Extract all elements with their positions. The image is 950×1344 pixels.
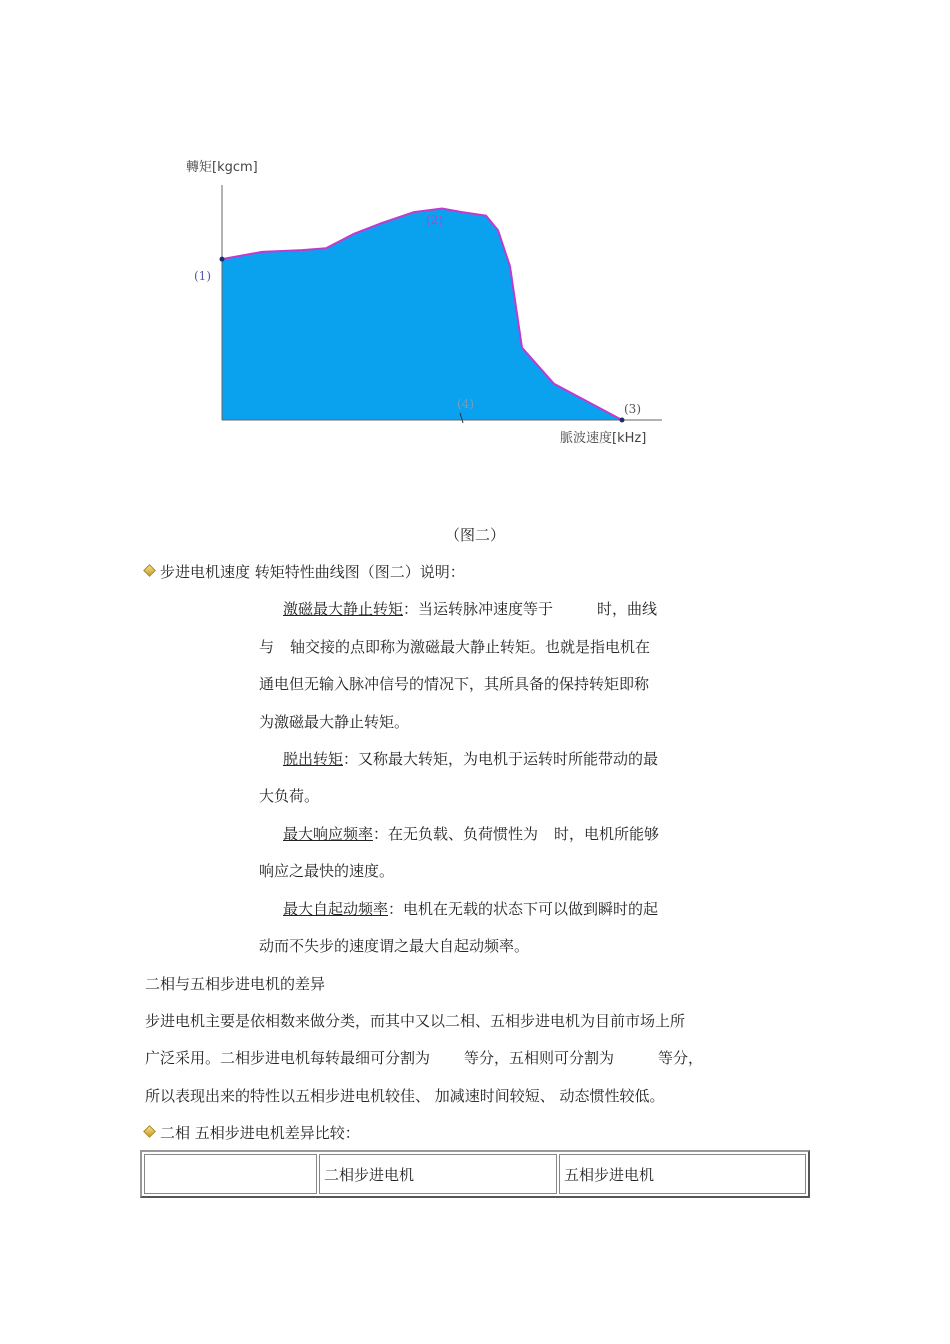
item2-line1: 脱出转矩：又称最大转矩，为电机于运转时所能带动的最 xyxy=(259,748,658,769)
table-header-row xyxy=(144,1154,806,1194)
table-header-cell: 二相步进电机 xyxy=(319,1154,557,1194)
item4-term: 最大自起动频率 xyxy=(283,900,389,918)
table-header-cell xyxy=(144,1154,317,1194)
point-1-marker xyxy=(220,257,225,262)
annotation-4: (4) xyxy=(457,397,474,411)
annotation-2: (2) xyxy=(426,213,443,227)
item2-line2: 大负荷。 xyxy=(259,787,320,805)
item1-line4: 为激磁最大静止转矩。 xyxy=(259,713,410,731)
item3-term: 最大响应频率 xyxy=(283,825,374,843)
item2-term: 脱出转矩 xyxy=(283,750,344,768)
item3-line1: 最大响应频率：在无负载、负荷惯性为 时，电机所能够 xyxy=(259,823,659,844)
torque-speed-chart xyxy=(170,145,690,455)
point-3-marker xyxy=(620,418,625,423)
item4-line1: 最大自起动频率：电机在无载的状态下可以做到瞬时的起 xyxy=(259,898,658,919)
bullet-diamond-icon xyxy=(143,564,156,577)
section3-heading: 二相 五相步进电机差异比较： xyxy=(145,1122,360,1143)
annotation-3: (3) xyxy=(624,402,641,416)
item1-line3: 通电但无输入脉冲信号的情况下，其所具备的保持转矩即称 xyxy=(259,675,650,693)
x-axis-label: 脈波速度[kHz] xyxy=(560,431,647,446)
bullet-diamond-icon xyxy=(143,1125,156,1138)
y-axis-label: 轉矩[kgcm] xyxy=(186,160,258,175)
table-header-cell: 五相步进电机 xyxy=(559,1154,806,1194)
annotation-1: (1) xyxy=(194,269,211,283)
section1-heading: 步进电机速度 转矩特性曲线图（图二）说明： xyxy=(145,561,465,582)
section2-title: 二相与五相步进电机的差异 xyxy=(145,975,326,993)
item1-line1: 激磁最大静止转矩：当运转脉冲速度等于 时，曲线 xyxy=(259,598,657,619)
item4-line2: 动而不失步的速度谓之最大自起动频率。 xyxy=(259,937,530,955)
comparison-table xyxy=(140,1150,810,1198)
figure-caption: （图二） xyxy=(444,526,505,544)
section2-paragraph-line2: 广泛采用。二相步进电机每转最细可分割为 等分，五相则可分割为 等分， xyxy=(145,1049,704,1067)
item3-line2: 响应之最快的速度。 xyxy=(259,862,395,880)
item1-term: 激磁最大静止转矩 xyxy=(283,600,404,618)
section2-paragraph-line3: 所以表现出来的特性以五相步进电机较佳、 加减速时间较短、 动态惯性较低。 xyxy=(145,1087,665,1105)
item1-line2: 与 轴交接的点即称为激磁最大静止转矩。也就是指电机在 xyxy=(259,638,651,656)
section2-paragraph-line1: 步进电机主要是依相数来做分类，而其中又以二相、五相步进电机为目前市场上所 xyxy=(145,1012,686,1030)
